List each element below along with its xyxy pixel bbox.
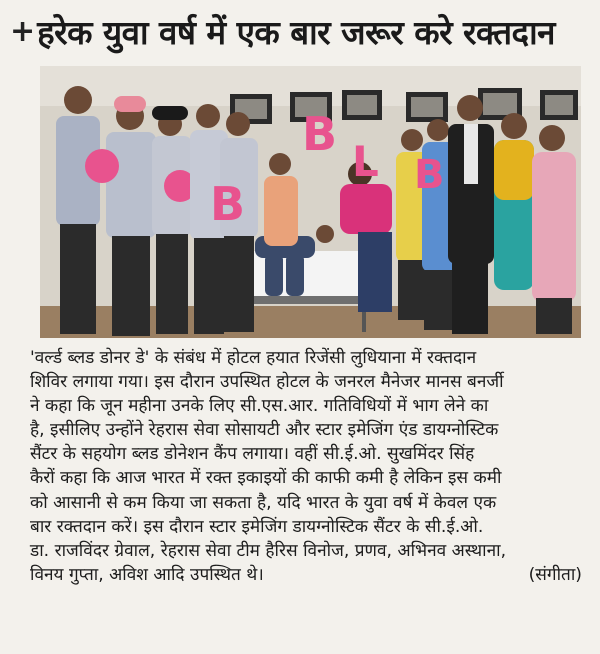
svg-text:B: B bbox=[414, 152, 445, 198]
news-photo bbox=[40, 66, 581, 338]
article-line: कैरों कहा कि आज भारत में रक्त इकाइयों की काफी कमी है लेकिन इस कमी bbox=[30, 468, 502, 489]
headline-marker: + bbox=[10, 13, 36, 49]
svg-text:L: L bbox=[352, 137, 379, 186]
article-line: 'वर्ल्ड ब्लड डोनर डे' के संबंध में होटल हयात रिजेंसी लुधियाना में रक्तदान bbox=[30, 348, 477, 368]
article-line: बार रक्तदान करें। इस दौरान स्टार इमेजिंग डायग्नोस्टिक सैंटर के सी.ई.ओ. bbox=[30, 516, 484, 537]
article-line: को आसानी से कम किया जा सकता है, यदि भारत के युवा वर्ष में केवल एक bbox=[30, 492, 497, 513]
article-line: सैंटर के सहयोग ब्लड डोनेशन कैंप लगाया। वहीं सी.ई.ओ. सुखमिंदर सिंह bbox=[30, 444, 475, 465]
blood-donation-camp-photo-icon bbox=[40, 66, 581, 338]
article-line: ने कहा कि जून महीना उनके लिए सी.एस.आर. गतिविधियों में भाग लेने का bbox=[30, 396, 489, 417]
article-body bbox=[30, 346, 582, 587]
article-last-line bbox=[30, 563, 582, 587]
headline bbox=[10, 6, 590, 56]
article-line: विनय गुप्ता, अविश आदि उपस्थित थे। bbox=[30, 564, 264, 585]
article-line: शिविर लगाया गया। इस दौरान उपस्थित होटल के जनरल मैनेजर मानस बनर्जी bbox=[30, 372, 504, 393]
article-line: डा. राजविंदर ग्रेवाल, रेहरास सेवा टीम हैरिस विनोज, प्रणव, अभिनव अस्थाना, bbox=[30, 540, 507, 561]
article-line: है, इसीलिए उन्होंने रेहरास सेवा सोसायटी और स्टार इमेजिंग एंड डायग्नोस्टिक bbox=[30, 420, 499, 441]
headline-text: हरेक युवा वर्ष में एक बार जरूर करे रक्तदान bbox=[37, 12, 555, 52]
svg-text:B: B bbox=[210, 177, 246, 231]
placard-letter-b1: B bbox=[302, 107, 338, 161]
article-credit: (संगीता) bbox=[528, 564, 582, 585]
